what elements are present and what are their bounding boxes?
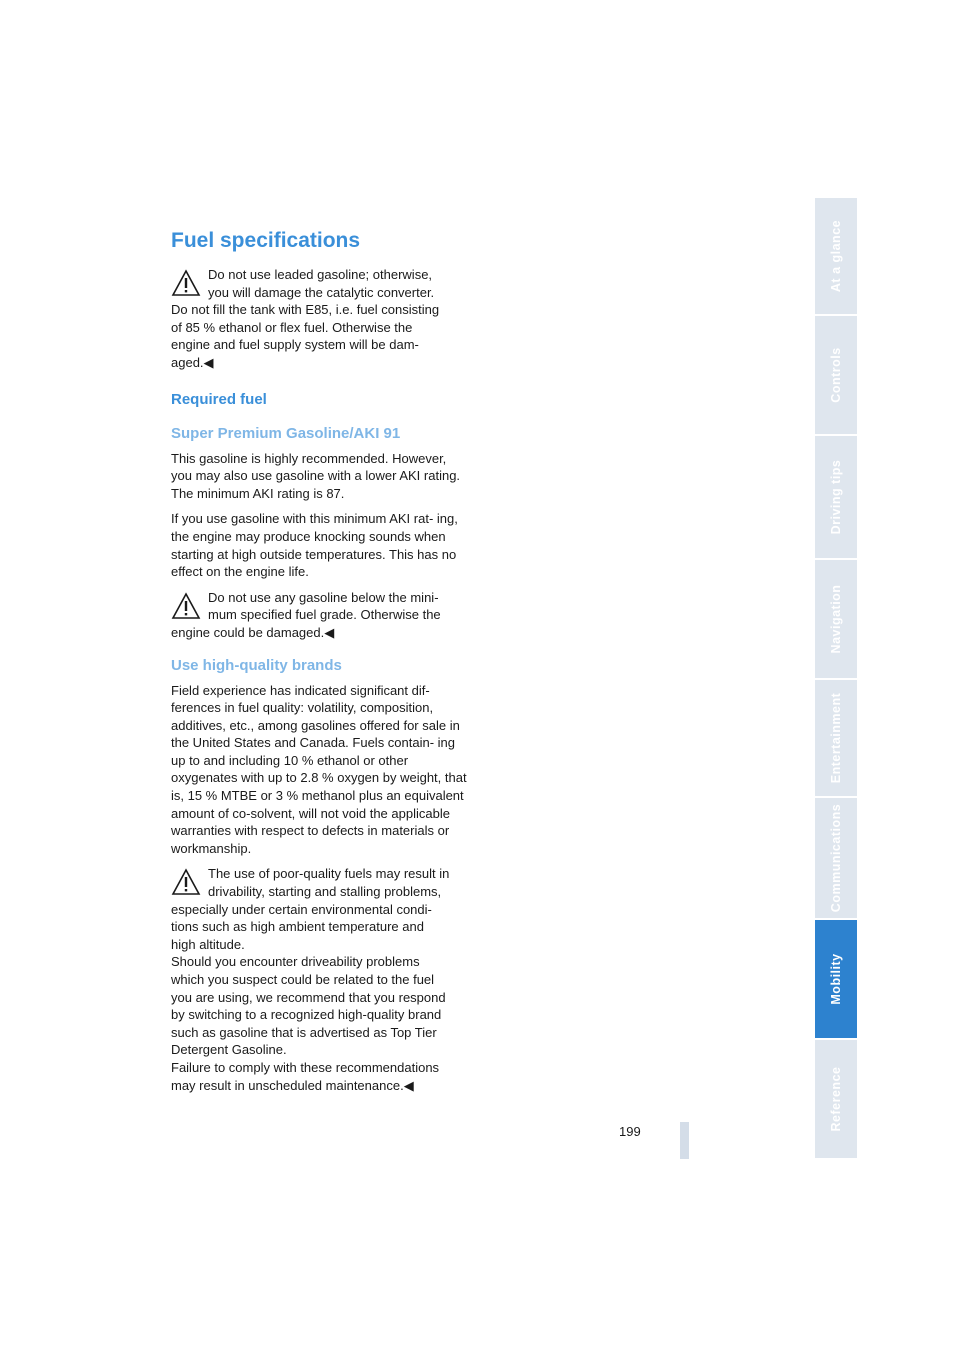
high-quality-heading: Use high-quality brands <box>171 656 342 674</box>
warning-line: Detergent Gasoline. <box>171 1042 287 1058</box>
super-premium-paragraph-1: This gasoline is highly recommended. However, you may also use gasoline with a lower AKI rating. The minimum AKI rating is 87. <box>171 450 461 501</box>
section-title: Fuel specifications <box>171 229 361 252</box>
warning-line: engine could be damaged.◀ <box>171 624 335 640</box>
tab-label: Mobility <box>829 953 843 1005</box>
warning-block-poor-quality-fuel <box>171 865 467 1094</box>
warning-line: aged.◀ <box>171 354 214 370</box>
warning-line: drivability, starting and stalling problems, <box>208 884 442 900</box>
tab-driving-tips[interactable] <box>815 436 857 560</box>
warning-line: by switching to a recognized high-quality brand <box>171 1007 442 1023</box>
warning-triangle-icon <box>171 592 201 620</box>
tab-label: At a glance <box>829 219 843 293</box>
required-fuel-heading: Required fuel <box>171 390 267 408</box>
tab-label: Controls <box>829 347 843 403</box>
super-premium-heading: Super Premium Gasoline/AKI 91 <box>171 424 401 442</box>
tab-label: Entertainment <box>829 692 843 784</box>
tab-navigation[interactable] <box>815 560 857 680</box>
warning-line: Should you encounter driveability problems <box>171 954 420 970</box>
page-number: 199 <box>619 1124 641 1139</box>
warning-line: high altitude. <box>171 936 245 952</box>
super-premium-paragraph-2: If you use gasoline with this minimum AKI rat- ing, the engine may produce knocking sounds when starting at high outside temperatures. This has no effect on the engine life. <box>171 511 458 580</box>
tab-entertainment[interactable] <box>815 680 857 798</box>
page-content <box>171 226 467 1102</box>
warning-line: of 85 % ethanol or flex fuel. Otherwise the <box>171 319 413 335</box>
tab-mobility[interactable] <box>815 920 857 1040</box>
tab-at-a-glance[interactable] <box>815 198 857 316</box>
warning-line: Do not use leaded gasoline; otherwise, <box>208 267 433 282</box>
warning-line: Failure to comply with these recommendations <box>171 1059 440 1075</box>
tab-reference[interactable] <box>815 1040 857 1160</box>
tab-label: Navigation <box>829 584 843 654</box>
warning-line: you are using, we recommend that you respond <box>171 989 446 1005</box>
warning-line: mum specified fuel grade. Otherwise the <box>208 607 441 623</box>
warning-triangle-icon <box>171 269 201 297</box>
tab-label: Driving tips <box>829 459 843 535</box>
chapter-tabs <box>815 198 857 1160</box>
warning-line: Do not fill the tank with E85, i.e. fuel consisting <box>171 302 440 318</box>
warning-line: Do not use any gasoline below the mini- <box>208 589 439 605</box>
tab-controls[interactable] <box>815 316 857 436</box>
warning-line: The use of poor-quality fuels may result in <box>208 866 450 882</box>
warning-triangle-icon <box>171 868 201 896</box>
warning-line: tions such as high ambient temperature and <box>171 919 424 935</box>
warning-line: which you suspect could be related to the fuel <box>171 972 435 987</box>
warning-line: especially under certain environmental condi- <box>171 901 432 917</box>
warning-block-minimum-grade <box>171 589 467 642</box>
warning-line: such as gasoline that is advertised as Top Tier <box>171 1024 437 1040</box>
tab-label: Communications <box>829 803 843 913</box>
warning-line: may result in unscheduled maintenance.◀ <box>171 1077 414 1093</box>
warning-block-leaded-gasoline <box>171 266 467 372</box>
page-number-bar <box>680 1122 689 1159</box>
warning-line: engine and fuel supply system will be dam- <box>171 337 419 353</box>
tab-label: Reference <box>829 1066 843 1132</box>
tab-communications[interactable] <box>815 798 857 920</box>
high-quality-paragraph: Field experience has indicated significant dif- ferences in fuel quality: volatility, composition, additives, etc., among gasolines offered for sale in the United States and Canada. Fuels contain- ing up to and including 10 % ethanol or other oxygenates with up to 2.8 % oxygen by weight, that is, 15 % MTBE or 3 % methanol plus an equivalent amount of co-solvent, will not void the applicable warranties with respect to defects in materials or workmanship. <box>171 682 467 856</box>
warning-line: you will damage the catalytic converter. <box>208 284 435 300</box>
